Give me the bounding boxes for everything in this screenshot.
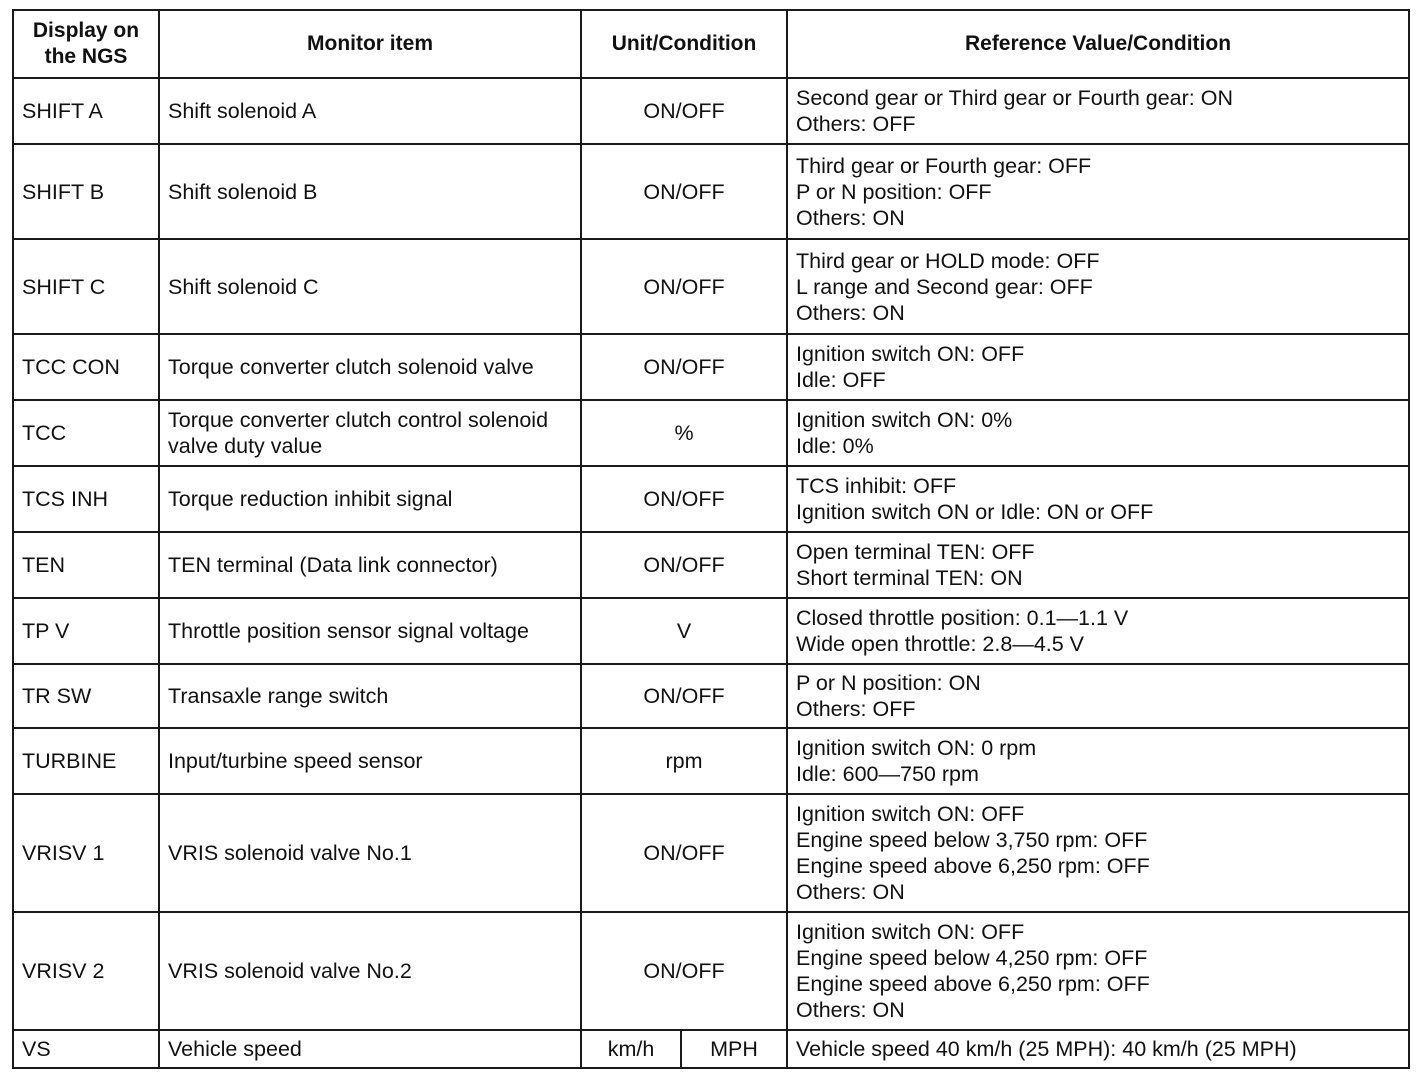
table-row [13, 334, 1409, 400]
cell-unit-condition: ON/OFF [581, 334, 787, 400]
header-display-on-ngs: Display on the NGS [13, 10, 159, 78]
reference-line: Second gear or Third gear or Fourth gear: ON [796, 86, 1233, 110]
cell-unit-condition: % [581, 400, 787, 466]
reference-line: Engine speed above 6,250 rpm: OFF [796, 854, 1150, 878]
table-row [13, 400, 1409, 466]
cell-display-on-ngs: VRISV 2 [13, 912, 159, 1030]
header-monitor-item: Monitor item [159, 10, 581, 78]
cell-unit-mph: MPH [681, 1030, 787, 1068]
table-row [13, 78, 1409, 144]
table-row [13, 466, 1409, 532]
cell-unit-condition: ON/OFF [581, 144, 787, 239]
reference-line: Ignition switch ON: 0% [796, 408, 1013, 432]
cell-unit-condition: ON/OFF [581, 794, 787, 912]
cell-monitor-item: VRIS solenoid valve No.1 [159, 794, 581, 912]
cell-monitor-item: TEN terminal (Data link connector) [159, 532, 581, 598]
reference-line: Engine speed below 4,250 rpm: OFF [796, 946, 1148, 970]
cell-unit-condition: ON/OFF [581, 78, 787, 144]
cell-display-on-ngs: TP V [13, 598, 159, 664]
cell-reference-value [787, 728, 1409, 794]
reference-line: P or N position: OFF [796, 179, 992, 204]
cell-reference-value [787, 144, 1409, 239]
reference-line: Short terminal TEN: ON [796, 566, 1023, 590]
cell-display-on-ngs: TCS INH [13, 466, 159, 532]
cell-monitor-item: Shift solenoid A [159, 78, 581, 144]
cell-monitor-item: Vehicle speed [159, 1030, 581, 1068]
table-row [13, 239, 1409, 334]
reference-line: Third gear or Fourth gear: OFF [796, 153, 1092, 178]
cell-monitor-item: VRIS solenoid valve No.2 [159, 912, 581, 1030]
reference-line: Wide open throttle: 2.8—4.5 V [796, 632, 1085, 656]
cell-reference-value [787, 794, 1409, 912]
reference-line: Ignition switch ON or Idle: ON or OFF [796, 500, 1154, 524]
table-row [13, 664, 1409, 728]
cell-monitor-item: Input/turbine speed sensor [159, 728, 581, 794]
cell-display-on-ngs: TEN [13, 532, 159, 598]
cell-monitor-item: Torque reduction inhibit signal [159, 466, 581, 532]
cell-monitor-item: Torque converter clutch solenoid valve [159, 334, 581, 400]
reference-line: L range and Second gear: OFF [796, 274, 1093, 299]
reference-line: Idle: 600—750 rpm [796, 762, 979, 786]
table-row [13, 144, 1409, 239]
reference-line: Idle: OFF [796, 368, 886, 392]
cell-reference-value [787, 598, 1409, 664]
table-row [13, 532, 1409, 598]
reference-line: Closed throttle position: 0.1—1.1 V [796, 606, 1129, 630]
reference-table-sheet [12, 9, 1410, 1069]
reference-line: Ignition switch ON: OFF [796, 342, 1025, 366]
cell-unit-condition: ON/OFF [581, 664, 787, 728]
cell-reference-value [787, 466, 1409, 532]
cell-display-on-ngs: TR SW [13, 664, 159, 728]
reference-line: Ignition switch ON: OFF [796, 920, 1025, 944]
cell-monitor-item: Shift solenoid B [159, 144, 581, 239]
reference-line: Open terminal TEN: OFF [796, 540, 1035, 564]
cell-unit-condition: ON/OFF [581, 466, 787, 532]
table-row [13, 728, 1409, 794]
cell-reference-value [787, 334, 1409, 400]
reference-line: Third gear or HOLD mode: OFF [796, 248, 1100, 273]
reference-line: P or N position: ON [796, 671, 981, 695]
cell-unit-condition: ON/OFF [581, 532, 787, 598]
cell-reference-value: Vehicle speed 40 km/h (25 MPH): 40 km/h (25 MPH) [787, 1030, 1409, 1068]
reference-line: Others: ON [796, 205, 905, 230]
cell-unit-condition: ON/OFF [581, 912, 787, 1030]
reference-line: Engine speed below 3,750 rpm: OFF [796, 828, 1148, 852]
cell-monitor-item: Shift solenoid C [159, 239, 581, 334]
reference-line: Others: ON [796, 880, 905, 904]
cell-reference-value [787, 78, 1409, 144]
header-unit-condition: Unit/Condition [581, 10, 787, 78]
cell-monitor-item: Torque converter clutch control solenoid valve duty value [159, 400, 581, 466]
cell-unit-condition: ON/OFF [581, 239, 787, 334]
cell-display-on-ngs: TURBINE [13, 728, 159, 794]
cell-monitor-item: Transaxle range switch [159, 664, 581, 728]
table-row [13, 598, 1409, 664]
reference-line: TCS inhibit: OFF [796, 474, 957, 498]
reference-line: Ignition switch ON: OFF [796, 802, 1025, 826]
cell-unit-condition: V [581, 598, 787, 664]
reference-line: Idle: 0% [796, 434, 874, 458]
cell-reference-value [787, 664, 1409, 728]
cell-reference-value [787, 912, 1409, 1030]
cell-display-on-ngs: SHIFT A [13, 78, 159, 144]
header-reference-value: Reference Value/Condition [787, 10, 1409, 78]
reference-line: Ignition switch ON: 0 rpm [796, 736, 1037, 760]
cell-monitor-item: Throttle position sensor signal voltage [159, 598, 581, 664]
reference-line: Engine speed above 6,250 rpm: OFF [796, 972, 1150, 996]
cell-reference-value [787, 532, 1409, 598]
monitor-item-table [12, 9, 1410, 1069]
reference-line: Others: ON [796, 998, 905, 1022]
cell-display-on-ngs: SHIFT C [13, 239, 159, 334]
cell-display-on-ngs: VS [13, 1030, 159, 1068]
cell-display-on-ngs: TCC CON [13, 334, 159, 400]
reference-line: Others: OFF [796, 697, 916, 721]
table-row [13, 1030, 1409, 1068]
cell-display-on-ngs: TCC [13, 400, 159, 466]
table-row [13, 912, 1409, 1030]
cell-reference-value [787, 239, 1409, 334]
cell-display-on-ngs: SHIFT B [13, 144, 159, 239]
table-header-row [13, 10, 1409, 78]
table-row [13, 794, 1409, 912]
cell-reference-value [787, 400, 1409, 466]
cell-unit-condition: rpm [581, 728, 787, 794]
reference-line: Others: ON [796, 300, 905, 325]
cell-unit-kmh: km/h [581, 1030, 681, 1068]
cell-display-on-ngs: VRISV 1 [13, 794, 159, 912]
reference-line: Others: OFF [796, 112, 916, 136]
